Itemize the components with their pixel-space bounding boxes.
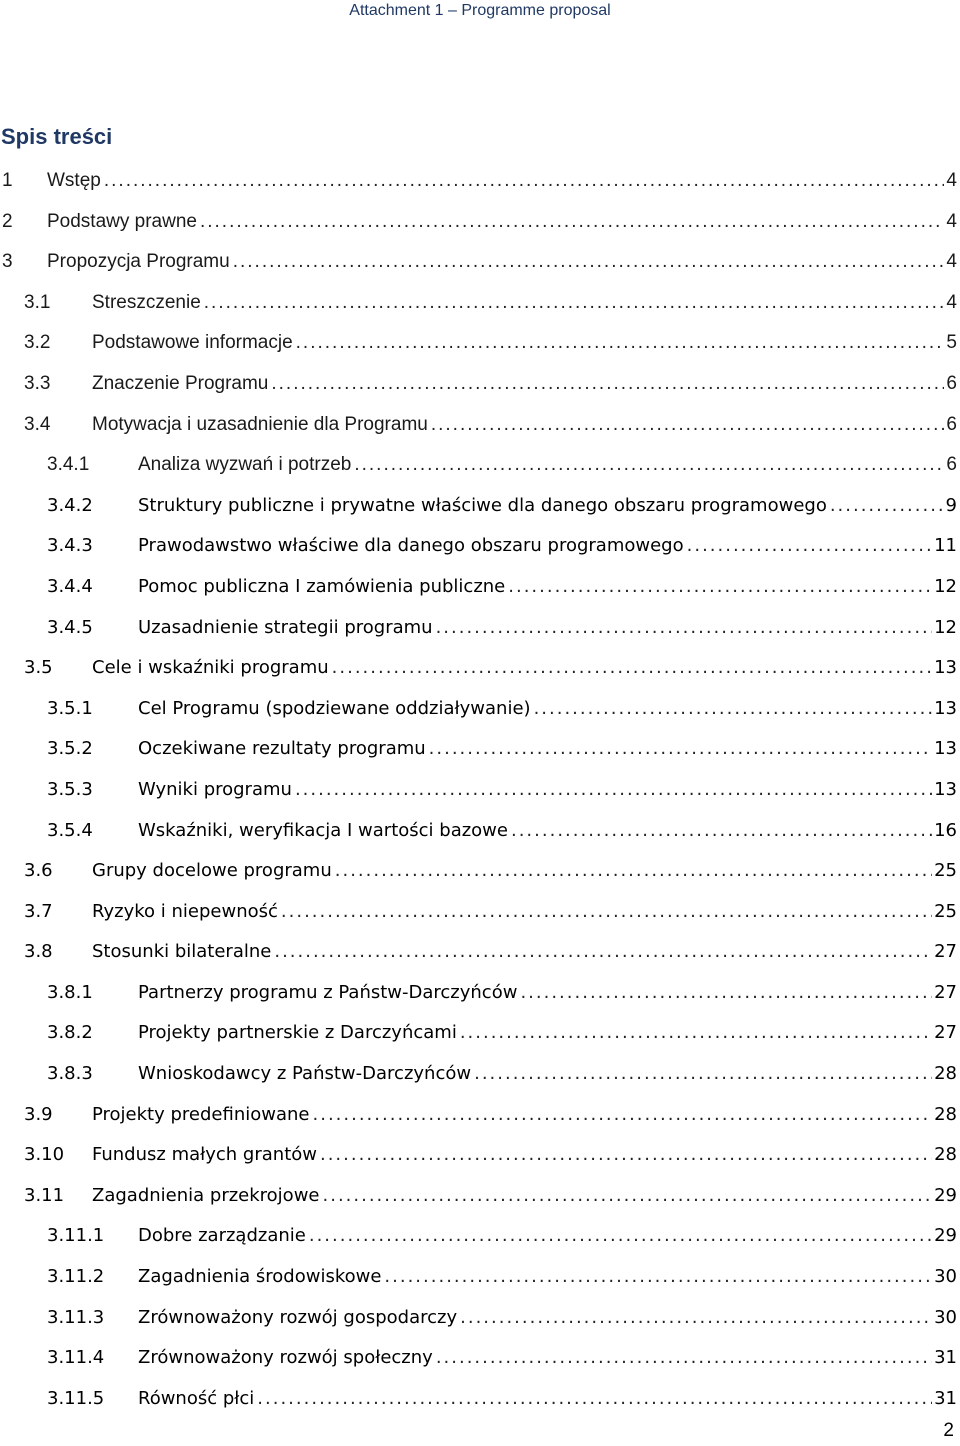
toc-entry-page[interactable]: 5 — [946, 332, 957, 354]
toc-entry-number: 3.8.3 — [47, 1063, 93, 1085]
toc-entry[interactable] — [0, 689, 957, 730]
toc-entry-title[interactable]: Podstawy prawne — [47, 210, 197, 232]
toc-dot-leader — [429, 729, 932, 769]
toc-dot-leader — [296, 323, 945, 363]
toc-entry-number: 3.4.3 — [47, 535, 93, 557]
toc-dot-leader — [520, 973, 932, 1013]
toc-entry-page[interactable]: 25 — [934, 900, 957, 922]
toc-entry[interactable] — [0, 242, 957, 283]
toc-entry-page[interactable]: 13 — [934, 697, 957, 719]
toc-entry-page[interactable]: 27 — [934, 941, 957, 963]
toc-entry-title[interactable]: Propozycja Programu — [47, 251, 230, 273]
toc-dot-leader — [104, 161, 945, 201]
toc-entry-number: 3.11.2 — [47, 1266, 105, 1288]
toc-entry[interactable] — [0, 1013, 957, 1054]
toc-entry[interactable] — [0, 1257, 957, 1298]
toc-entry-page[interactable]: 4 — [946, 251, 957, 273]
toc-entry[interactable] — [0, 1379, 957, 1420]
toc-entry-number: 3.11 — [24, 1184, 65, 1206]
toc-dot-leader — [436, 608, 933, 648]
toc-dot-leader — [204, 283, 945, 323]
toc-dot-leader — [309, 1216, 932, 1256]
toc-entry-page[interactable]: 13 — [934, 738, 957, 760]
toc-entry[interactable] — [0, 1054, 957, 1095]
toc-entry-title[interactable]: Równość płci — [138, 1387, 255, 1409]
toc-entry-page[interactable]: 30 — [934, 1266, 957, 1288]
toc-entry-page[interactable]: 13 — [934, 778, 957, 800]
toc-entry-page[interactable]: 9 — [945, 494, 957, 516]
table-of-contents — [0, 161, 957, 1419]
toc-dot-leader — [274, 932, 932, 972]
toc-entry[interactable] — [0, 526, 957, 567]
toc-dot-leader — [511, 811, 932, 851]
toc-entry-number: 3.2 — [24, 332, 51, 354]
toc-dot-leader — [460, 1013, 932, 1053]
toc-entry-number: 3.11.4 — [47, 1347, 105, 1369]
toc-entry-title[interactable]: Cele i wskaźniki programu — [92, 657, 329, 679]
toc-entry-number: 3.5.4 — [47, 819, 93, 841]
toc-dot-leader — [335, 851, 932, 891]
toc-dot-leader — [460, 1298, 932, 1338]
toc-dot-leader — [271, 364, 944, 404]
toc-entry-title[interactable]: Uzasadnienie strategii programu — [138, 616, 433, 638]
toc-entry[interactable] — [0, 1095, 957, 1136]
toc-entry-number: 3 — [2, 251, 13, 273]
toc-entry[interactable] — [0, 729, 957, 770]
toc-entry-number: 3.4.4 — [47, 575, 93, 597]
toc-dot-leader — [687, 526, 932, 566]
page-header: Attachment 1 – Programme proposal — [349, 2, 611, 19]
toc-entry[interactable] — [0, 1176, 957, 1217]
toc-entry-number: 3.8.2 — [47, 1022, 93, 1044]
toc-entry-number: 3.7 — [24, 900, 53, 922]
toc-dot-leader — [320, 1135, 932, 1175]
toc-entry-number: 3.11.3 — [47, 1306, 105, 1328]
toc-entry[interactable] — [0, 161, 957, 202]
toc-entry[interactable] — [0, 202, 957, 243]
toc-entry-title[interactable]: Partnerzy programu z Państw-Darczyńców — [138, 981, 518, 1003]
toc-entry-number: 3.5.3 — [47, 778, 93, 800]
toc-entry-page[interactable]: 12 — [934, 575, 957, 597]
toc-entry-title[interactable]: Zagadnienia przekrojowe — [92, 1184, 320, 1206]
toc-entry-number: 3.8.1 — [47, 981, 93, 1003]
toc-dot-leader — [534, 689, 933, 729]
toc-dot-leader — [313, 1095, 933, 1135]
toc-entry[interactable] — [0, 405, 957, 446]
page-number: 2 — [943, 1420, 954, 1441]
toc-entry[interactable] — [0, 445, 957, 486]
toc-entry[interactable] — [0, 364, 957, 405]
toc-entry-title[interactable]: Zrównoważony rozwój gospodarczy — [138, 1306, 458, 1328]
toc-dot-leader — [354, 445, 944, 485]
toc-entry-title[interactable]: Analiza wyzwań i potrzeb — [138, 454, 352, 476]
toc-entry-number: 3.3 — [24, 372, 51, 394]
toc-entry-title[interactable]: Ryzyko i niepewność — [92, 900, 278, 922]
toc-entry-page[interactable]: 4 — [946, 170, 957, 191]
toc-entry-title[interactable]: Streszczenie — [92, 291, 201, 313]
toc-entry-title[interactable]: Cel Programu (spodziewane oddziaływanie) — [138, 697, 531, 719]
toc-entry-page[interactable]: 29 — [934, 1225, 957, 1247]
toc-entry-title[interactable]: Stosunki bilateralne — [92, 941, 272, 963]
toc-entry-number: 3.4.2 — [47, 494, 93, 516]
toc-entry-number: 3.4 — [24, 413, 51, 435]
toc-entry[interactable] — [0, 811, 957, 852]
toc-entry-title[interactable]: Zrównoważony rozwój społeczny — [138, 1347, 433, 1369]
toc-entry-number: 3.5.1 — [47, 697, 93, 719]
toc-dot-leader — [830, 486, 944, 526]
toc-entry-page[interactable]: 6 — [946, 413, 957, 435]
toc-entry-page[interactable]: 6 — [946, 372, 957, 394]
toc-entry-title[interactable]: Znaczenie Programu — [92, 372, 269, 394]
toc-entry-page[interactable]: 4 — [946, 210, 957, 232]
toc-entry-page[interactable]: 28 — [934, 1144, 957, 1166]
toc-title: Spis treści — [1, 124, 113, 149]
toc-entry-number: 2 — [2, 210, 13, 232]
toc-entry-page[interactable]: 28 — [934, 1103, 957, 1125]
toc-entry-title[interactable]: Wstęp — [47, 170, 101, 191]
toc-entry-title[interactable]: Projekty predefiniowane — [92, 1103, 310, 1125]
toc-entry-number: 1 — [2, 170, 13, 191]
toc-entry[interactable] — [0, 851, 957, 892]
toc-entry-title[interactable]: Podstawowe informacje — [92, 332, 293, 354]
toc-entry[interactable] — [0, 486, 957, 527]
toc-entry-number: 3.4.5 — [47, 616, 93, 638]
toc-entry-title[interactable]: Grupy docelowe programu — [92, 860, 332, 882]
toc-entry[interactable] — [0, 973, 957, 1014]
toc-entry[interactable] — [0, 323, 957, 364]
toc-entry-number: 3.9 — [24, 1103, 53, 1125]
toc-entry-number: 3.11.5 — [47, 1387, 105, 1409]
toc-entry-number: 3.1 — [24, 291, 51, 313]
toc-entry-page[interactable]: 31 — [934, 1387, 957, 1409]
toc-entry-number: 3.10 — [24, 1144, 65, 1166]
toc-dot-leader — [384, 1257, 932, 1297]
toc-entry-number: 3.4.1 — [47, 454, 90, 476]
toc-entry-page[interactable]: 27 — [934, 981, 957, 1003]
toc-entry[interactable] — [0, 283, 957, 324]
toc-dot-leader — [474, 1054, 932, 1094]
toc-entry[interactable] — [0, 648, 957, 689]
toc-entry[interactable] — [0, 1338, 957, 1379]
toc-entry[interactable] — [0, 1135, 957, 1176]
toc-entry-page[interactable]: 28 — [934, 1063, 957, 1085]
toc-dot-leader — [436, 1338, 932, 1378]
toc-dot-leader — [281, 892, 932, 932]
toc-entry-page[interactable]: 11 — [934, 535, 957, 557]
toc-entry-page[interactable]: 27 — [934, 1022, 957, 1044]
toc-entry-page[interactable]: 4 — [946, 291, 957, 313]
toc-entry[interactable] — [0, 932, 957, 973]
toc-entry-title[interactable]: Fundusz małych grantów — [92, 1144, 317, 1166]
toc-entry-page[interactable]: 25 — [934, 860, 957, 882]
toc-dot-leader — [257, 1379, 932, 1419]
toc-entry-title[interactable]: Struktury publiczne i prywatne właściwe dla danego obszaru programowego — [138, 494, 827, 516]
toc-entry-page[interactable]: 13 — [934, 657, 957, 679]
toc-dot-leader — [323, 1176, 933, 1216]
toc-entry-title[interactable]: Projekty partnerskie z Darczyńcami — [138, 1022, 457, 1044]
toc-entry[interactable] — [0, 608, 957, 649]
toc-entry-title[interactable]: Dobre zarządzanie — [138, 1225, 306, 1247]
toc-entry-number: 3.5.2 — [47, 738, 93, 760]
toc-entry[interactable] — [0, 892, 957, 933]
toc-entry-page[interactable]: 31 — [934, 1347, 957, 1369]
toc-entry-title[interactable]: Prawodawstwo właściwe dla danego obszaru programowego — [138, 535, 684, 557]
toc-entry-title[interactable]: Wyniki programu — [138, 778, 292, 800]
toc-entry-page[interactable]: 30 — [934, 1306, 957, 1328]
toc-entry[interactable] — [0, 567, 957, 608]
toc-entry-title[interactable]: Wskaźniki, weryfikacja I wartości bazowe — [138, 819, 508, 841]
toc-entry-page[interactable]: 12 — [934, 616, 957, 638]
toc-entry-number: 3.5 — [24, 657, 53, 679]
toc-entry-number: 3.11.1 — [47, 1225, 105, 1247]
toc-entry-number: 3.8 — [24, 941, 53, 963]
toc-entry[interactable] — [0, 1298, 957, 1339]
toc-entry-title[interactable]: Pomoc publiczna I zamówienia publiczne — [138, 575, 506, 597]
toc-entry-number: 3.6 — [24, 860, 53, 882]
toc-entry-page[interactable]: 6 — [946, 454, 957, 476]
toc-dot-leader — [332, 648, 932, 688]
toc-entry-title[interactable]: Zagadnienia środowiskowe — [138, 1266, 382, 1288]
toc-dot-leader — [508, 567, 932, 607]
toc-dot-leader — [295, 770, 932, 810]
toc-entry-title[interactable]: Motywacja i uzasadnienie dla Programu — [92, 413, 428, 435]
toc-entry-page[interactable]: 29 — [934, 1184, 957, 1206]
toc-entry[interactable] — [0, 1216, 957, 1257]
toc-entry-title[interactable]: Oczekiwane rezultaty programu — [138, 738, 426, 760]
toc-entry-title[interactable]: Wnioskodawcy z Państw-Darczyńców — [138, 1063, 472, 1085]
toc-dot-leader — [431, 405, 945, 445]
toc-entry[interactable] — [0, 770, 957, 811]
toc-dot-leader — [233, 242, 945, 282]
toc-dot-leader — [200, 202, 944, 242]
toc-entry-page[interactable]: 16 — [934, 819, 957, 841]
